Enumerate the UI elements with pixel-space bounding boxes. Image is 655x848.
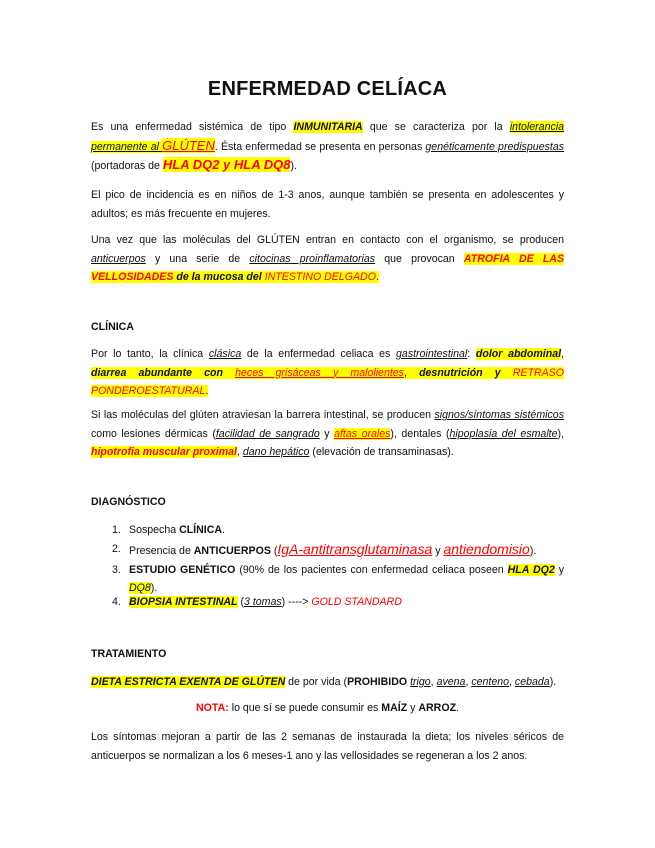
- intro-text-3: . Ésta enfermedad se presenta en personas: [214, 140, 426, 153]
- centeno-term: centeno: [471, 676, 510, 688]
- mechanism-text-5: .: [375, 271, 379, 283]
- tomas-term: 3 tomas: [243, 596, 282, 608]
- dolor-abdominal-highlight: dolor abdominal: [475, 348, 562, 360]
- citocinas-term: citocinas proinflamatorias: [249, 252, 376, 265]
- prohibido-label: PROHIBIDO: [347, 676, 408, 688]
- list-number: 2.: [112, 543, 121, 555]
- antiendomisio-antibody: antiendomisio: [443, 541, 530, 557]
- clasica-term: clásica: [208, 348, 242, 360]
- diarrea-highlight: diarrea abundante con: [91, 366, 236, 379]
- trat-text-3: ).: [549, 676, 557, 688]
- mechanism-text-3: que provocan: [375, 252, 464, 265]
- clinica2-text-6: ,: [237, 446, 243, 458]
- genetic-predisposition: genéticamente predispuestas: [425, 140, 565, 153]
- intro-text-4: (portadoras de: [91, 160, 163, 172]
- clinica-heading: CLÍNICA: [91, 321, 134, 333]
- hla-highlight: HLA DQ2 y HLA DQ8: [162, 157, 291, 172]
- intro-text-2: que se caracteriza por la: [362, 121, 510, 133]
- dq2-highlight: HLA DQ2: [507, 564, 555, 576]
- diag3-text-3: ).: [150, 582, 158, 594]
- gluten-highlight: GLÚTEN: [162, 137, 215, 153]
- comma: ,: [430, 676, 437, 688]
- diag2-text-2: (: [270, 545, 278, 557]
- intro-text-5: ).: [290, 160, 297, 172]
- dano-hepatico-term: dano hepático: [242, 446, 310, 458]
- gastrointestinal-term: gastrointestinal: [396, 348, 468, 360]
- document-title: ENFERMEDAD CELÍACA: [207, 78, 448, 100]
- tratamiento-paragraph-1: [91, 673, 564, 692]
- intolerancia-highlight: intolerancia permanente al: [91, 121, 565, 153]
- cebada-term: cebada: [514, 676, 550, 688]
- tratamiento-heading: TRATAMIENTO: [91, 648, 167, 660]
- diag2-text-3: y: [432, 545, 444, 557]
- diag2-text-4: ).: [529, 545, 537, 557]
- diag3-estudio-genetico: ESTUDIO GENÉTICO: [129, 564, 236, 576]
- biopsia-highlight: BIOPSIA INTESTINAL: [129, 596, 238, 608]
- tratamiento-paragraph-2: Los síntomas mejoran a partir de las 2 semanas de instaurada la dieta; los niveles séricos de anticuerpos se normalizan a los 6 meses-1 ano y las vellosidades se regeneran a los 2 anos.: [91, 731, 564, 762]
- mechanism-paragraph: [91, 231, 564, 287]
- diag2-anticuerpos: ANTICUERPOS: [193, 545, 271, 557]
- nota-text-1: lo que sí se puede consumir es: [228, 702, 382, 714]
- dq8-highlight: DQ8: [129, 582, 151, 594]
- clinica2-text-3: y: [319, 427, 335, 440]
- iga-antibody: IgA-antitransglutaminasa: [277, 541, 433, 557]
- clinica-paragraph-1: [91, 345, 564, 401]
- gold-standard: GOLD STANDARD: [311, 596, 402, 608]
- nota-text-3: .: [456, 702, 459, 714]
- comma: ,: [465, 676, 472, 688]
- mechanism-text-1: Una vez que las moléculas del GLÚTEN entran en contacto con el organismo, se producen: [91, 234, 564, 246]
- comma: ,: [509, 676, 515, 688]
- clinica2-text-2: como lesiones dérmicas (: [91, 427, 216, 440]
- aftas-highlight: aftas orales: [334, 427, 391, 440]
- dieta-highlight: DIETA ESTRICTA EXENTA DE GLÚTEN: [91, 676, 286, 688]
- diag1-text-2: .: [222, 524, 225, 536]
- mechanism-text-4: de la mucosa del: [173, 271, 265, 283]
- diagnostico-heading: DIAGNÓSTICO: [91, 496, 166, 508]
- clinica-text-2: de la enfermedad celiaca es: [241, 348, 397, 360]
- trat-text-1: de por vida (: [285, 676, 348, 688]
- nota-text-2: y: [407, 702, 419, 714]
- diag4-text-1: (: [237, 596, 244, 608]
- desnutricion-highlight: desnutrición y: [419, 366, 513, 379]
- diag3-text-2: y: [554, 564, 565, 576]
- inmunitaria-highlight: INMUNITARIA: [293, 121, 363, 133]
- clinica2-text-5: ),: [557, 427, 564, 440]
- heces-highlight: heces grisáceas y malolientes: [235, 366, 404, 379]
- atrofia-highlight: ATROFIA DE LAS VELLOSIDADES: [91, 252, 565, 283]
- incidence-paragraph: El pico de incidencia es en niños de 1-3 anos, aunque también se presenta en adolescentes y adultos; es más frecuente en mujeres.: [91, 189, 564, 220]
- clinica-text-3: :: [467, 348, 476, 360]
- hipoplasia-term: hipoplasia del esmalte: [449, 427, 558, 440]
- clinica-text-1: Por lo tanto, la clínica: [91, 348, 209, 360]
- clinica-text-4: ,: [561, 348, 564, 360]
- arroz-term: ARROZ: [418, 702, 457, 714]
- diag3-text-1: (90% de los pacientes con enfermedad celiaca poseen: [235, 564, 508, 576]
- intro-paragraph: [91, 118, 564, 176]
- clinica-text-6: .: [205, 385, 209, 397]
- sangrado-term: facilidad de sangrado: [215, 427, 320, 440]
- diag1-clinica: CLÍNICA: [179, 524, 223, 536]
- intestino-highlight: INTESTINO DELGADO: [264, 271, 376, 283]
- clinica2-text-1: Si las moléculas del glúten atraviesan la barrera intestinal, se producen: [91, 409, 435, 421]
- hipotrofia-highlight: hipotrofia muscular proximal: [91, 446, 237, 458]
- clinica-paragraph-2: [91, 406, 564, 462]
- signos-sistemicos-term: signos/síntomas sistémicos: [434, 409, 564, 421]
- trigo-term: trigo: [410, 676, 431, 688]
- avena-term: avena: [436, 676, 466, 688]
- clinica2-text-7: (elevación de transaminasas).: [309, 446, 454, 458]
- maiz-term: MAÍZ: [381, 702, 408, 714]
- intro-text-1: Es una enfermedad sistémica de tipo: [91, 121, 294, 133]
- diag4-text-2: ) ---->: [281, 596, 312, 608]
- clinica2-text-4: ), dentales (: [390, 427, 450, 440]
- clinica-text-5: ,: [403, 366, 420, 379]
- list-number: 4.: [112, 596, 121, 608]
- diag2-text-1: Presencia de: [129, 545, 194, 557]
- retraso-highlight: RETRASO PONDEROESTATURAL: [91, 366, 564, 397]
- nota-label: NOTA:: [196, 702, 229, 714]
- list-number: 3.: [112, 564, 121, 576]
- diag1-text-1: Sospecha: [129, 524, 180, 536]
- mechanism-text-2: y una serie de: [145, 252, 250, 265]
- list-number: 1.: [112, 524, 121, 536]
- anticuerpos-term: anticuerpos: [91, 252, 146, 265]
- nota-line: [0, 702, 655, 714]
